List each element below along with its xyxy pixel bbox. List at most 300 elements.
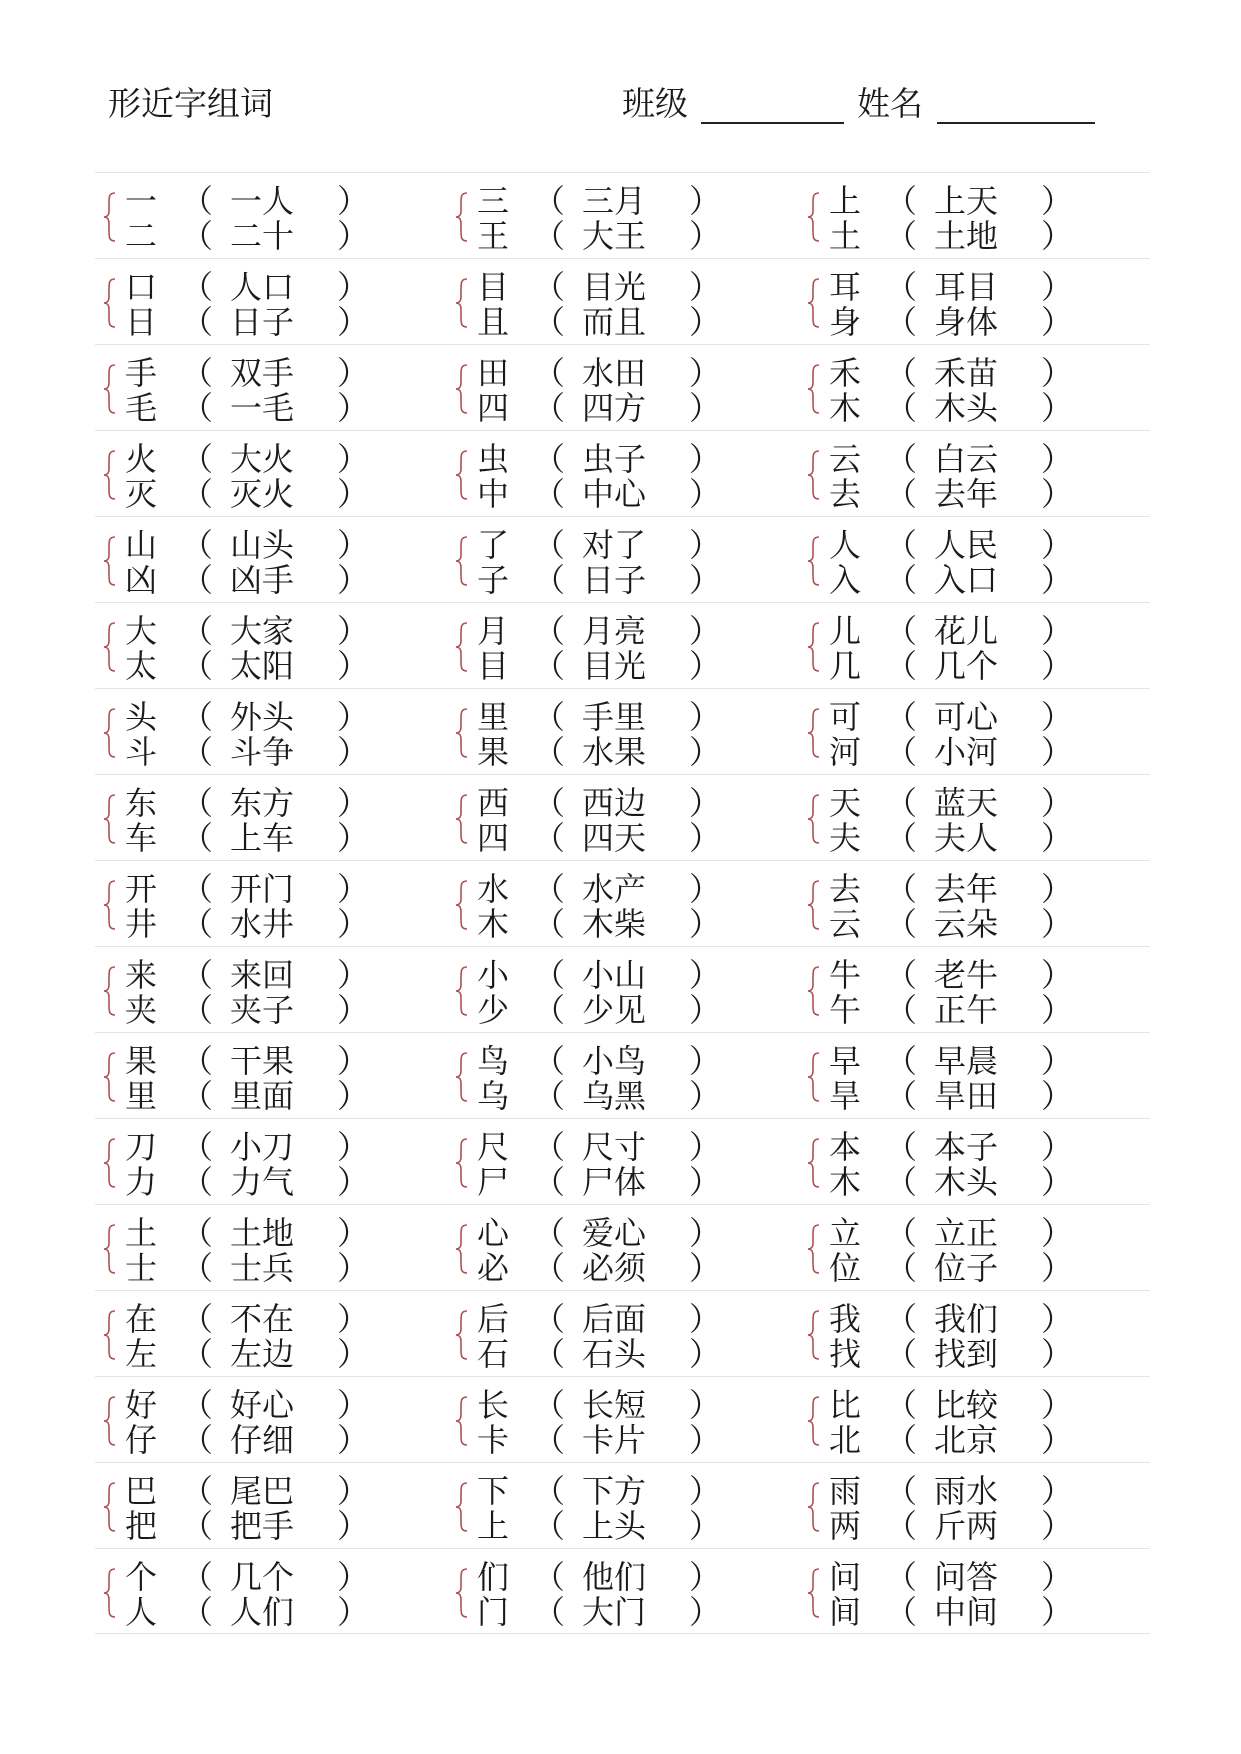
answer-word[interactable]: 去年 [934,870,999,908]
answer-word[interactable]: 夫人 [934,819,999,857]
word-line [125,785,425,821]
answer-word[interactable]: 斗争 [230,733,295,771]
base-character: 中 [477,475,510,513]
answer-word[interactable]: 云朵 [934,905,999,943]
answer-word[interactable]: 山头 [230,526,295,564]
close-paren: ） [689,1077,722,1115]
close-paren: ） [337,526,370,564]
answer-word[interactable]: 土地 [934,217,999,255]
answer-word[interactable]: 人口 [230,268,295,306]
word-line [477,304,777,340]
close-paren: ） [337,991,370,1029]
answer-word[interactable]: 水田 [582,354,647,392]
close-paren: ） [337,733,370,771]
answer-word[interactable]: 目光 [582,647,647,685]
brace-icon [807,1309,821,1361]
base-character: 必 [477,1249,510,1287]
word-line [477,957,777,993]
table-row [95,1118,1150,1204]
brace-icon [455,363,469,415]
word-line [125,906,425,942]
character-pair-group [799,345,1151,431]
word-line [125,1078,425,1114]
brace-icon [455,277,469,329]
brace-icon [807,879,821,931]
answer-word[interactable]: 左边 [230,1335,295,1373]
base-character: 心 [477,1214,510,1252]
answer-word[interactable]: 大家 [230,612,295,650]
open-paren: （ [885,1421,918,1459]
open-paren: （ [533,1163,566,1201]
open-paren: （ [181,870,214,908]
close-paren: ） [1041,905,1074,943]
open-paren: （ [885,1163,918,1201]
character-pair-group [447,1033,799,1119]
word-line [477,1336,777,1372]
base-character: 手 [125,354,158,392]
answer-word[interactable]: 蓝天 [934,784,999,822]
character-pair-group [799,775,1151,861]
answer-word[interactable]: 北京 [934,1421,999,1459]
base-character: 夫 [829,819,862,857]
base-character: 车 [125,819,158,857]
answer-word[interactable]: 力气 [230,1163,295,1201]
open-paren: （ [181,1421,214,1459]
answer-word[interactable]: 小鸟 [582,1042,647,1080]
answer-word[interactable]: 二十 [230,217,295,255]
word-line [125,304,425,340]
base-character: 田 [477,354,510,392]
answer-word[interactable]: 必须 [582,1249,647,1287]
answer-word[interactable]: 土地 [230,1214,295,1252]
close-paren: ） [689,870,722,908]
answer-word[interactable]: 木头 [934,389,999,427]
answer-word[interactable]: 外头 [230,698,295,736]
brace-icon [455,1223,469,1275]
close-paren: ） [337,182,370,220]
answer-word[interactable]: 几个 [230,1558,295,1596]
open-paren: （ [533,1558,566,1596]
close-paren: ） [1041,1163,1074,1201]
answer-word[interactable]: 一人 [230,182,295,220]
close-paren: ） [689,1558,722,1596]
answer-word[interactable]: 日子 [230,303,295,341]
word-line [829,1215,1129,1251]
base-character: 午 [829,991,862,1029]
close-paren: ） [337,1163,370,1201]
character-pair-group [95,1377,447,1463]
brace-icon [807,1137,821,1189]
close-paren: ） [1041,784,1074,822]
answer-word[interactable]: 士兵 [230,1249,295,1287]
character-pair-group [799,1377,1151,1463]
open-paren: （ [181,1593,214,1631]
answer-word[interactable]: 不在 [230,1300,295,1338]
answer-word[interactable]: 乌黑 [582,1077,647,1115]
answer-word[interactable]: 西边 [582,784,647,822]
brace-icon [103,793,117,845]
base-character: 立 [829,1214,862,1252]
answer-word[interactable]: 手里 [582,698,647,736]
brace-icon [807,1481,821,1533]
brace-icon [103,1395,117,1447]
close-paren: ） [337,1128,370,1166]
close-paren: ） [689,354,722,392]
answer-word[interactable]: 月亮 [582,612,647,650]
base-character: 力 [125,1163,158,1201]
answer-word[interactable]: 太阳 [230,647,295,685]
character-pair-group [799,1205,1151,1291]
close-paren: ） [689,303,722,341]
open-paren: （ [885,1300,918,1338]
answer-word[interactable]: 早晨 [934,1042,999,1080]
brace-icon [103,449,117,501]
answer-word[interactable]: 尺寸 [582,1128,647,1166]
word-line [125,1043,425,1079]
brace-icon [103,535,117,587]
answer-word[interactable]: 身体 [934,303,999,341]
answer-word[interactable]: 来回 [230,956,295,994]
answer-word[interactable]: 爱心 [582,1214,647,1252]
close-paren: ） [689,819,722,857]
answer-word[interactable]: 双手 [230,354,295,392]
open-paren: （ [181,698,214,736]
answer-word[interactable]: 上头 [582,1507,647,1545]
open-paren: （ [533,1042,566,1080]
answer-word[interactable]: 正午 [934,991,999,1029]
brace-icon [103,191,117,243]
answer-word[interactable]: 尸体 [582,1163,647,1201]
open-paren: （ [885,1249,918,1287]
base-character: 毛 [125,389,158,427]
word-line [125,441,425,477]
answer-word[interactable]: 下方 [582,1472,647,1510]
character-pair-group [95,1291,447,1377]
answer-word[interactable]: 位子 [934,1249,999,1287]
base-character: 们 [477,1558,510,1596]
table-row [95,1376,1150,1462]
close-paren: ） [689,647,722,685]
word-line [125,1559,425,1595]
answer-word[interactable]: 里面 [230,1077,295,1115]
word-line [829,734,1129,770]
answer-word[interactable]: 人们 [230,1593,295,1631]
character-pair-group [447,603,799,689]
base-character: 个 [125,1558,158,1596]
answer-word[interactable]: 三月 [582,182,647,220]
open-paren: （ [885,268,918,306]
answer-word[interactable]: 中心 [582,475,647,513]
word-line [477,1473,777,1509]
open-paren: （ [533,217,566,255]
answer-word[interactable]: 大门 [582,1593,647,1631]
answer-word[interactable]: 耳目 [934,268,999,306]
base-character: 人 [125,1593,158,1631]
base-character: 刀 [125,1128,158,1166]
close-paren: ） [689,475,722,513]
answer-word[interactable]: 夹子 [230,991,295,1029]
answer-word[interactable]: 仔细 [230,1421,295,1459]
word-line [829,785,1129,821]
open-paren: （ [533,354,566,392]
answer-word[interactable]: 四天 [582,819,647,857]
open-paren: （ [885,1507,918,1545]
close-paren: ） [337,303,370,341]
close-paren: ） [337,1558,370,1596]
open-paren: （ [181,647,214,685]
answer-word[interactable]: 入口 [934,561,999,599]
answer-word[interactable]: 比较 [934,1386,999,1424]
answer-word[interactable]: 一毛 [230,389,295,427]
character-pair-group [95,517,447,603]
close-paren: ） [337,475,370,513]
word-line [829,1336,1129,1372]
word-line [829,218,1129,254]
answer-word[interactable]: 小河 [934,733,999,771]
answer-word[interactable]: 他们 [582,1558,647,1596]
word-line [125,355,425,391]
character-pair-group [447,1119,799,1205]
word-line [829,476,1129,512]
word-line [477,1164,777,1200]
base-character: 四 [477,819,510,857]
answer-word[interactable]: 去年 [934,475,999,513]
base-character: 木 [477,905,510,943]
character-pair-group [447,775,799,861]
open-paren: （ [181,354,214,392]
word-line [477,734,777,770]
close-paren: ） [337,1593,370,1631]
base-character: 小 [477,956,510,994]
answer-word[interactable]: 立正 [934,1214,999,1252]
answer-word[interactable]: 木头 [934,1163,999,1201]
word-line [125,1129,425,1165]
brace-icon [807,1567,821,1619]
answer-word[interactable]: 凶手 [230,561,295,599]
open-paren: （ [533,905,566,943]
brace-icon [807,277,821,329]
word-line [829,1129,1129,1165]
base-character: 后 [477,1300,510,1338]
word-line [125,1422,425,1458]
answer-word[interactable]: 白云 [934,440,999,478]
answer-word[interactable]: 找到 [934,1335,999,1373]
answer-word[interactable]: 木柴 [582,905,647,943]
open-paren: （ [181,1472,214,1510]
close-paren: ） [337,268,370,306]
base-character: 尺 [477,1128,510,1166]
answer-word[interactable]: 灭火 [230,475,295,513]
word-line [829,699,1129,735]
close-paren: ） [689,1593,722,1631]
open-paren: （ [533,1593,566,1631]
character-pair-group [95,173,447,259]
answer-word[interactable]: 目光 [582,268,647,306]
base-character: 把 [125,1507,158,1545]
answer-word[interactable]: 可心 [934,698,999,736]
answer-word[interactable]: 大王 [582,217,647,255]
answer-word[interactable]: 中间 [934,1593,999,1631]
word-line [829,183,1129,219]
answer-word[interactable]: 我们 [934,1300,999,1338]
answer-word[interactable]: 上车 [230,819,295,857]
open-paren: （ [533,440,566,478]
open-paren: （ [181,268,214,306]
answer-word[interactable]: 少见 [582,991,647,1029]
table-row [95,1204,1150,1290]
open-paren: （ [533,1421,566,1459]
open-paren: （ [533,647,566,685]
answer-word[interactable]: 斤两 [934,1507,999,1545]
table-row [95,1462,1150,1548]
brace-icon [807,965,821,1017]
answer-word[interactable]: 本子 [934,1128,999,1166]
brace-icon [807,191,821,243]
answer-word[interactable]: 东方 [230,784,295,822]
word-line [477,441,777,477]
word-line [477,1129,777,1165]
open-paren: （ [885,217,918,255]
close-paren: ） [1041,303,1074,341]
open-paren: （ [533,733,566,771]
answer-word[interactable]: 小山 [582,956,647,994]
base-character: 三 [477,182,510,220]
close-paren: ） [1041,698,1074,736]
answer-word[interactable]: 老牛 [934,956,999,994]
base-character: 夹 [125,991,158,1029]
answer-word[interactable]: 好心 [230,1386,295,1424]
answer-word[interactable]: 小刀 [230,1128,295,1166]
answer-word[interactable]: 水果 [582,733,647,771]
character-pair-group [95,345,447,431]
close-paren: ） [337,819,370,857]
brace-icon [455,449,469,501]
base-character: 河 [829,733,862,771]
word-pair-grid [95,172,1150,1634]
character-pair-group [95,775,447,861]
answer-word[interactable]: 尾巴 [230,1472,295,1510]
brace-icon [455,535,469,587]
word-line [477,820,777,856]
word-line [829,1301,1129,1337]
word-line [829,1164,1129,1200]
answer-word[interactable]: 几个 [934,647,999,685]
answer-word[interactable]: 旱田 [934,1077,999,1115]
base-character: 土 [125,1214,158,1252]
answer-word[interactable]: 水产 [582,870,647,908]
base-character: 几 [829,647,862,685]
open-paren: （ [533,870,566,908]
answer-word[interactable]: 干果 [230,1042,295,1080]
answer-word[interactable]: 长短 [582,1386,647,1424]
open-paren: （ [181,784,214,822]
answer-word[interactable]: 对了 [582,526,647,564]
answer-word[interactable]: 花儿 [934,612,999,650]
answer-word[interactable]: 卡片 [582,1421,647,1459]
base-character: 好 [125,1386,158,1424]
base-character: 牛 [829,956,862,994]
character-pair-group [799,603,1151,689]
word-line [477,476,777,512]
open-paren: （ [533,698,566,736]
answer-word[interactable]: 虫子 [582,440,647,478]
base-character: 尸 [477,1163,510,1201]
base-character: 东 [125,784,158,822]
name-field[interactable] [937,122,1095,124]
close-paren: ） [689,526,722,564]
character-pair-group [799,947,1151,1033]
answer-word[interactable]: 禾苗 [934,354,999,392]
brace-icon [103,1137,117,1189]
base-character: 头 [125,698,158,736]
open-paren: （ [181,991,214,1029]
open-paren: （ [181,1335,214,1373]
table-row [95,602,1150,688]
brace-icon [103,621,117,673]
answer-word[interactable]: 上天 [934,182,999,220]
answer-word[interactable]: 人民 [934,526,999,564]
character-pair-group [95,259,447,345]
answer-word[interactable]: 水井 [230,905,295,943]
word-line [477,1422,777,1458]
answer-word[interactable]: 问答 [934,1558,999,1596]
open-paren: （ [533,991,566,1029]
character-pair-group [447,1549,799,1635]
answer-word[interactable]: 大火 [230,440,295,478]
class-field[interactable] [701,122,844,124]
character-pair-group [95,689,447,775]
base-character: 山 [125,526,158,564]
base-character: 石 [477,1335,510,1373]
base-character: 耳 [829,268,862,306]
answer-word[interactable]: 开门 [230,870,295,908]
answer-word[interactable]: 雨水 [934,1472,999,1510]
answer-word[interactable]: 石头 [582,1335,647,1373]
close-paren: ） [337,440,370,478]
base-character: 土 [829,217,862,255]
close-paren: ） [1041,733,1074,771]
open-paren: （ [533,1077,566,1115]
word-line [125,476,425,512]
base-character: 禾 [829,354,862,392]
base-character: 找 [829,1335,862,1373]
close-paren: ） [689,698,722,736]
answer-word[interactable]: 后面 [582,1300,647,1338]
brace-icon [455,1137,469,1189]
answer-word[interactable]: 四方 [582,389,647,427]
close-paren: ） [337,905,370,943]
open-paren: （ [181,389,214,427]
brace-icon [455,621,469,673]
base-character: 少 [477,991,510,1029]
base-character: 水 [477,870,510,908]
close-paren: ） [689,1128,722,1166]
close-paren: ） [1041,870,1074,908]
character-pair-group [799,1033,1151,1119]
answer-word[interactable]: 而且 [582,303,647,341]
answer-word[interactable]: 把手 [230,1507,295,1545]
table-row [95,344,1150,430]
open-paren: （ [885,182,918,220]
close-paren: ） [337,217,370,255]
close-paren: ） [1041,1300,1074,1338]
base-character: 月 [477,612,510,650]
open-paren: （ [885,561,918,599]
base-character: 果 [125,1042,158,1080]
character-pair-group [95,861,447,947]
character-pair-group [95,431,447,517]
answer-word[interactable]: 日子 [582,561,647,599]
